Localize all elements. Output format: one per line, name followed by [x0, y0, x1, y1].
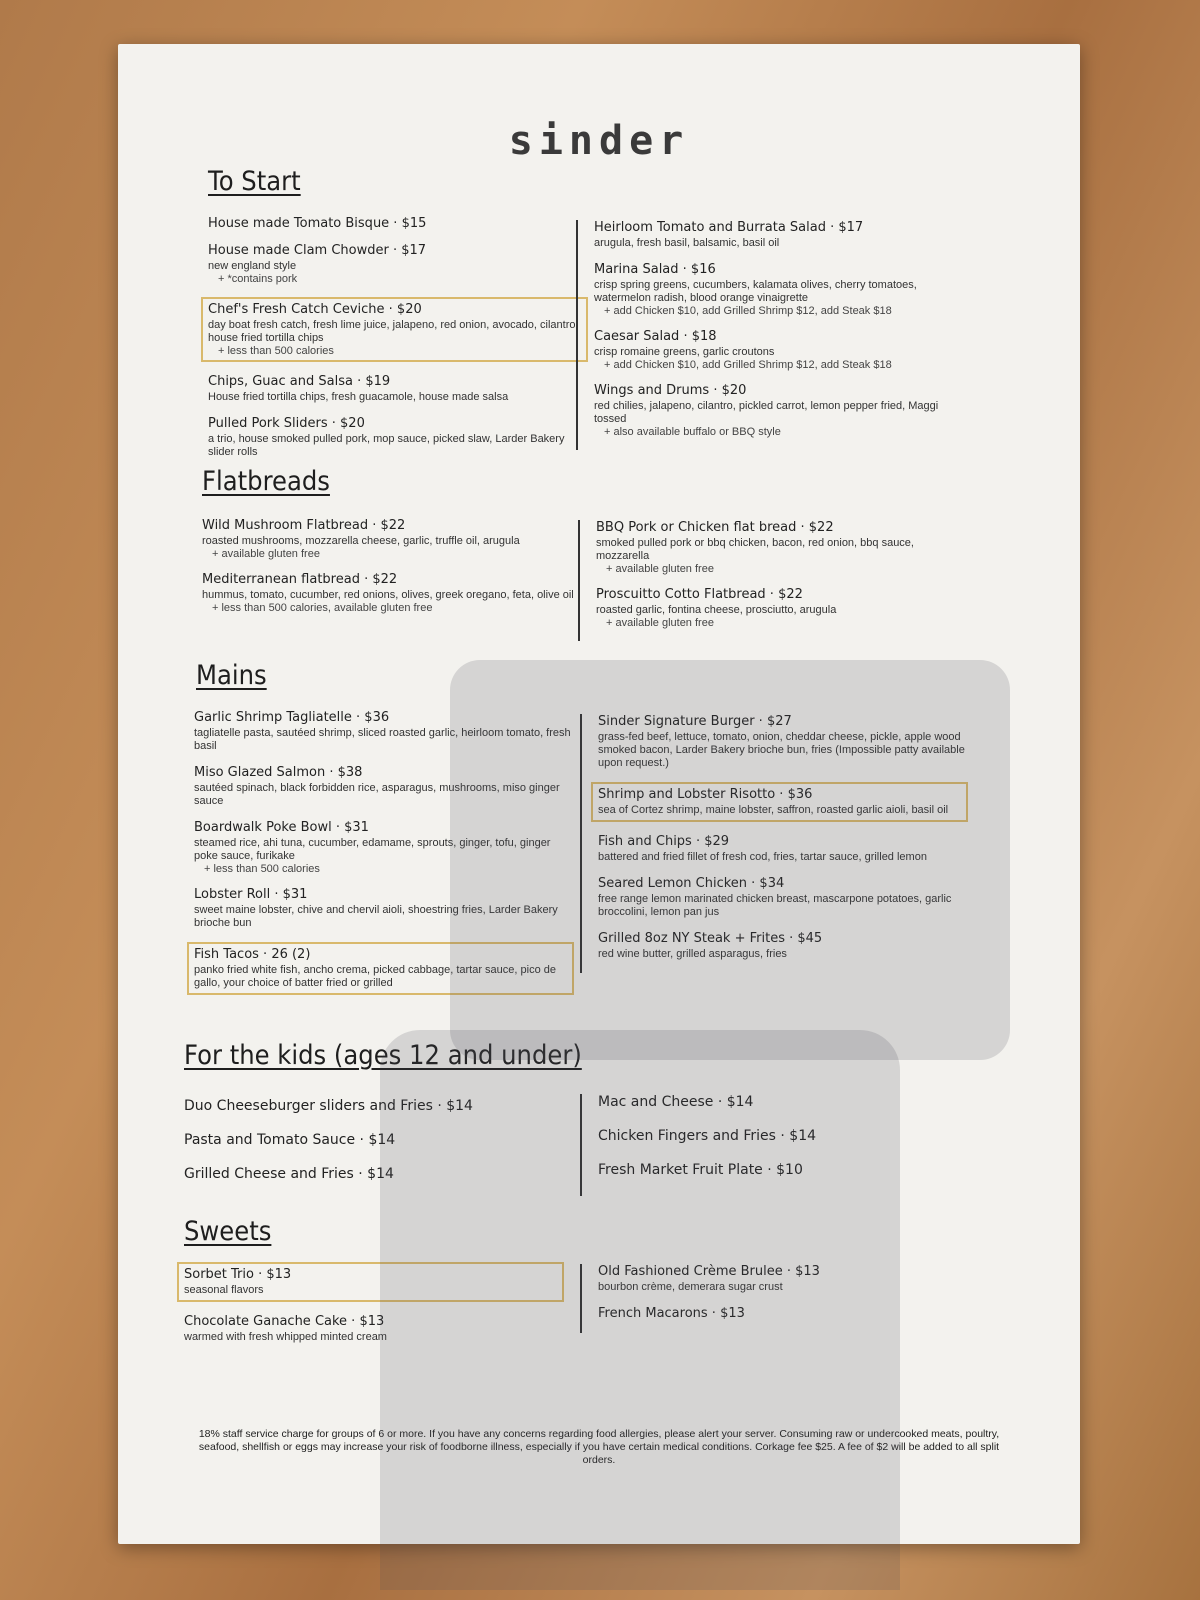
- menu-item-description: new england style: [208, 260, 297, 272]
- menu-item-name: Fresh Market Fruit Plate · $10: [598, 1162, 803, 1178]
- menu-item-name: French Macarons · $13: [598, 1306, 745, 1321]
- logo-text: sinder: [508, 118, 690, 164]
- menu-item-name: Chocolate Ganache Cake · $13: [184, 1314, 385, 1329]
- menu-item: [598, 1128, 968, 1144]
- menu-paper: [118, 44, 1080, 1544]
- menu-item-description: sautéed spinach, black forbidden rice, asparagus, mushrooms, miso ginger sauce: [194, 782, 560, 807]
- menu-item-description: red wine butter, grilled asparagus, fries: [598, 948, 787, 960]
- menu-item-note: + add Chicken $10, add Grilled Shrimp $12, add Steak $18: [604, 359, 892, 371]
- menu-item: [201, 297, 588, 362]
- menu-item: [598, 834, 968, 864]
- menu-item-description: day boat fresh catch, fresh lime juice, jalapeno, red onion, avocado, cilantro, house fried tortilla chips: [208, 319, 579, 344]
- menu-item-description: smoked pulled pork or bbq chicken, bacon, red onion, bbq sauce, mozzarella: [596, 537, 914, 562]
- menu-item: [598, 1162, 968, 1178]
- menu-item-name: Pulled Pork Sliders · $20: [208, 416, 365, 431]
- menu-item: [596, 587, 966, 629]
- section-title-sweets: Sweets: [184, 1216, 272, 1247]
- flatbreads-left-column: [202, 518, 582, 626]
- menu-item-note: + add Chicken $10, add Grilled Shrimp $12, add Steak $18: [604, 305, 892, 317]
- menu-item-name: Fish and Chips · $29: [598, 834, 730, 849]
- menu-item: [591, 782, 968, 822]
- menu-item: [598, 1094, 968, 1110]
- menu-item: [596, 520, 966, 575]
- kids-left-column: [184, 1098, 564, 1200]
- menu-item-name: House made Tomato Bisque · $15: [208, 216, 427, 231]
- menu-item-name: Chicken Fingers and Fries · $14: [598, 1128, 817, 1144]
- mains-right-column: [580, 714, 968, 973]
- menu-item-note: + less than 500 calories: [204, 863, 320, 875]
- menu-item-name: Miso Glazed Salmon · $38: [194, 765, 363, 780]
- to-start-right-column: [576, 220, 964, 450]
- menu-item: [598, 714, 968, 770]
- menu-item-note: + available gluten free: [606, 617, 714, 629]
- menu-item-description: steamed rice, ahi tuna, cucumber, edamame, sprouts, ginger, tofu, ginger poke sauce, furikake: [194, 837, 551, 862]
- section-title-kids: For the kids (ages 12 and under): [184, 1040, 582, 1071]
- menu-item-name: Pasta and Tomato Sauce · $14: [184, 1132, 396, 1148]
- menu-item: [202, 572, 582, 614]
- menu-item-note: + available gluten free: [212, 548, 320, 560]
- menu-item-name: Sorbet Trio · $13: [184, 1267, 292, 1282]
- to-start-left-column: [208, 216, 588, 471]
- menu-item-name: Wild Mushroom Flatbread · $22: [202, 518, 406, 533]
- menu-item: [184, 1098, 564, 1114]
- menu-item: [594, 383, 964, 438]
- menu-item-description: crisp spring greens, cucumbers, kalamata olives, cherry tomatoes, watermelon radish, blood orange vinaigrette: [594, 279, 917, 304]
- menu-item-name: Caesar Salad · $18: [594, 329, 717, 344]
- mains-left-column: [194, 710, 574, 1007]
- menu-item-note: + available gluten free: [606, 563, 714, 575]
- menu-item-description: panko fried white fish, ancho crema, picked cabbage, tartar sauce, pico de gallo, your choice of batter fried or grilled: [194, 964, 556, 989]
- menu-item-name: Garlic Shrimp Tagliatelle · $36: [194, 710, 390, 725]
- menu-item: [184, 1166, 564, 1182]
- menu-item-description: hummus, tomato, cucumber, red onions, olives, greek oregano, feta, olive oil: [202, 589, 574, 601]
- section-title-to-start: To Start: [208, 166, 301, 197]
- menu-item-description: sea of Cortez shrimp, maine lobster, saffron, roasted garlic aioli, basil oil: [598, 804, 949, 816]
- menu-item-description: a trio, house smoked pulled pork, mop sauce, picked slaw, Larder Bakery slider rolls: [208, 433, 565, 458]
- menu-item: [194, 765, 574, 808]
- menu-item: [598, 1264, 968, 1294]
- menu-item-description: warmed with fresh whipped minted cream: [184, 1331, 387, 1343]
- menu-item-description: battered and fried fillet of fresh cod, fries, tartar sauce, grilled lemon: [598, 851, 927, 863]
- menu-item-name: Lobster Roll · $31: [194, 887, 308, 902]
- menu-item: [208, 416, 588, 459]
- menu-item-name: Grilled Cheese and Fries · $14: [184, 1166, 394, 1182]
- menu-item-description: bourbon crème, demerara sugar crust: [598, 1281, 783, 1293]
- menu-item-description: roasted mushrooms, mozzarella cheese, garlic, truffle oil, arugula: [202, 535, 520, 547]
- menu-item-name: Grilled 8oz NY Steak + Frites · $45: [598, 931, 823, 946]
- menu-item-name: Shrimp and Lobster Risotto · $36: [598, 787, 813, 802]
- menu-item-name: Old Fashioned Crème Brulee · $13: [598, 1264, 820, 1279]
- section-title-mains: Mains: [196, 660, 267, 691]
- menu-item-note: + also available buffalo or BBQ style: [604, 426, 781, 438]
- restaurant-logo: [118, 118, 1080, 164]
- menu-item: [598, 931, 968, 961]
- menu-item: [187, 942, 574, 995]
- menu-item-name: Chef's Fresh Catch Ceviche · $20: [208, 302, 422, 317]
- menu-item-description: arugula, fresh basil, balsamic, basil oil: [594, 237, 780, 249]
- menu-item-name: Marina Salad · $16: [594, 262, 716, 277]
- menu-item-name: Proscuitto Cotto Flatbread · $22: [596, 587, 803, 602]
- menu-item-description: House fried tortilla chips, fresh guacamole, house made salsa: [208, 391, 509, 403]
- menu-item-description: seasonal flavors: [184, 1284, 264, 1296]
- section-title-flatbreads: Flatbreads: [202, 466, 330, 497]
- menu-item: [594, 329, 964, 371]
- menu-item-description: free range lemon marinated chicken breast, mascarpone potatoes, garlic broccolini, lemon pan jus: [598, 893, 952, 918]
- menu-item-name: Duo Cheeseburger sliders and Fries · $14: [184, 1098, 473, 1114]
- menu-item: [194, 820, 574, 875]
- menu-item-note: + *contains pork: [218, 273, 298, 285]
- menu-item-name: Wings and Drums · $20: [594, 383, 747, 398]
- menu-item-name: Sinder Signature Burger · $27: [598, 714, 792, 729]
- menu-item-name: BBQ Pork or Chicken flat bread · $22: [596, 520, 834, 535]
- menu-item-note: + less than 500 calories, available gluten free: [212, 602, 433, 614]
- menu-item: [594, 262, 964, 317]
- menu-item-name: Seared Lemon Chicken · $34: [598, 876, 785, 891]
- menu-item-description: tagliatelle pasta, sautéed shrimp, sliced roasted garlic, heirloom tomato, fresh basil: [194, 727, 571, 752]
- menu-item: [202, 518, 582, 560]
- footer-disclaimer: 18% staff service charge for groups of 6 or more. If you have any concerns regarding food allergies, please alert your server. Consuming raw or undercooked meats, poultry, seafood, shellfish or eggs may increase your risk of foodborne illness, especially if you have certain medical conditions. Corkage fee $25. A fee of $2 will be added to all split orders.: [198, 1428, 1000, 1466]
- menu-item-note: + less than 500 calories: [218, 345, 334, 357]
- menu-item: [177, 1262, 564, 1302]
- menu-item-name: Heirloom Tomato and Burrata Salad · $17: [594, 220, 864, 235]
- menu-item-description: sweet maine lobster, chive and chervil aioli, shoestring fries, Larder Bakery brioche bun: [194, 904, 558, 929]
- menu-item-description: roasted garlic, fontina cheese, prosciutto, arugula: [596, 604, 837, 616]
- sweets-left-column: [184, 1262, 564, 1356]
- menu-item-description: grass-fed beef, lettuce, tomato, onion, cheddar cheese, pickle, apple wood smoked bacon, Larder Bakery brioche bun, fries (Impossible patty available upon request.): [598, 731, 965, 769]
- menu-item: [208, 374, 588, 404]
- menu-item: [594, 220, 964, 250]
- menu-item-name: Mediterranean flatbread · $22: [202, 572, 398, 587]
- menu-item: [208, 243, 588, 285]
- sweets-right-column: [580, 1264, 968, 1333]
- kids-right-column: [580, 1094, 968, 1196]
- menu-item-name: Boardwalk Poke Bowl · $31: [194, 820, 369, 835]
- flatbreads-right-column: [578, 520, 966, 641]
- menu-item: [194, 887, 574, 930]
- menu-item-name: Mac and Cheese · $14: [598, 1094, 754, 1110]
- menu-item-description: red chilies, jalapeno, cilantro, pickled carrot, lemon pepper fried, Maggi tossed: [594, 400, 939, 425]
- menu-item: [184, 1314, 564, 1344]
- menu-item-name: Chips, Guac and Salsa · $19: [208, 374, 391, 389]
- menu-item: [598, 876, 968, 919]
- menu-item-name: Fish Tacos · 26 (2): [194, 947, 311, 962]
- menu-item: [194, 710, 574, 753]
- menu-item: [598, 1306, 968, 1321]
- menu-item-description: crisp romaine greens, garlic croutons: [594, 346, 775, 358]
- menu-item: [208, 216, 588, 231]
- menu-item: [184, 1132, 564, 1148]
- menu-item-name: House made Clam Chowder · $17: [208, 243, 427, 258]
